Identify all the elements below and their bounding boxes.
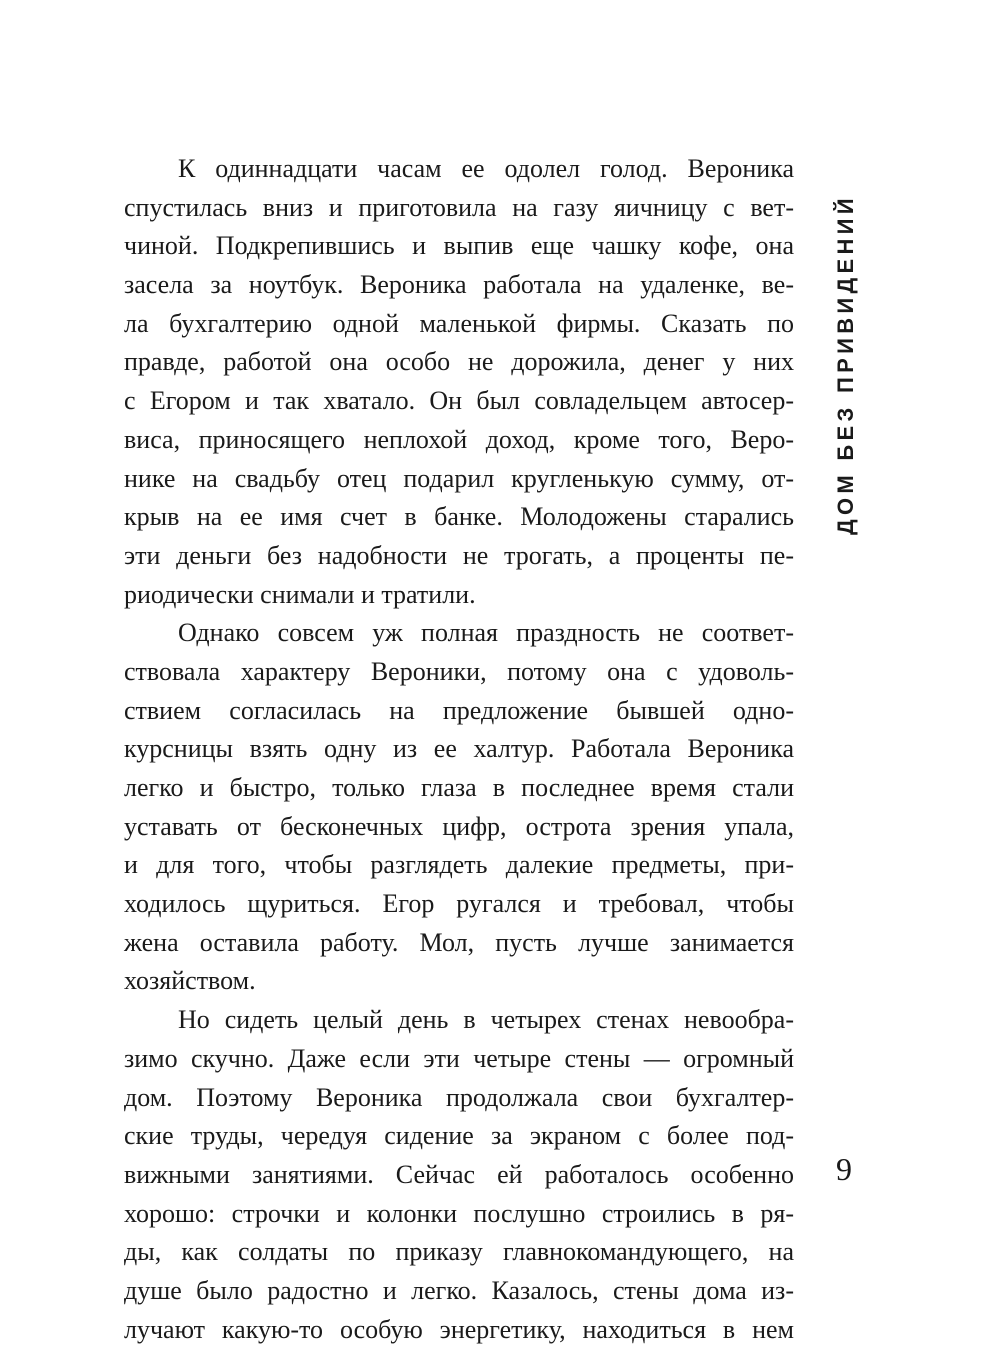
- text-line: и для того, чтобы разглядеть далекие предметы, при-: [124, 850, 794, 880]
- text-line: Но сидеть целый день в четырех стенах невообра-: [178, 1005, 794, 1035]
- text-line: вижными занятиями. Сейчас ей работалось особенно: [124, 1159, 794, 1189]
- text-line: крыв на ее имя счет в банке. Молодожены старались: [124, 502, 794, 532]
- text-line: ходилось щуриться. Егор ругался и требовал, чтобы: [124, 889, 794, 919]
- text-line: ла бухгалтерию одной маленькой фирмы. Сказать по: [124, 308, 794, 338]
- text-line: лучают какую-то особую энергетику, находиться в нем: [124, 1314, 794, 1344]
- body-text: [124, 150, 794, 1349]
- text-line: легко и быстро, только глаза в последнее время стали: [124, 773, 794, 802]
- text-line: виса, приносящего неплохой доход, кроме того, Веро-: [124, 424, 794, 454]
- text-line: хорошо: строчки и колонки послушно строились в ря-: [124, 1198, 794, 1228]
- text-line: нике на свадьбу отец подарил кругленькую сумму, от-: [124, 463, 794, 493]
- page-number: 9: [836, 1151, 852, 1187]
- paragraph: [124, 1001, 794, 1349]
- text-line: уставать от бесконечных цифр, острота зрения упала,: [124, 811, 794, 841]
- text-line: чиной. Подкрепившись и выпив еще чашку кофе, она: [124, 231, 794, 261]
- text-line: зимо скучно. Даже если эти четыре стены — огромный: [124, 1043, 794, 1073]
- text-line: К одиннадцати часам ее одолел голод. Вероника: [178, 154, 794, 183]
- text-line: засела за ноутбук. Вероника работала на удаленке, ве-: [124, 270, 794, 300]
- text-line: ские труды, чередуя сидение за экраном с более под-: [124, 1121, 794, 1151]
- running-header: ДОМ БЕЗ ПРИВИДЕНИЙ: [833, 194, 858, 535]
- text-line: Однако совсем уж полная праздность не соответ-: [178, 618, 794, 648]
- text-line: риодически снимали и тратили.: [124, 579, 476, 609]
- text-line: жена оставила работу. Мол, пусть лучше занимается: [124, 927, 794, 957]
- text-line: душе было радостно и легко. Казалось, стены дома из-: [124, 1275, 794, 1305]
- paragraph: [124, 150, 794, 614]
- text-line: с Егором и так хватало. Он был совладельцем автосер-: [124, 386, 794, 416]
- text-line: ствовала характеру Вероники, потому она с удоволь-: [124, 656, 794, 686]
- text-line: курсницы взять одну из ее халтур. Работала Вероника: [124, 734, 794, 764]
- text-line: эти деньги без надобности не трогать, а проценты пе-: [124, 540, 794, 570]
- text-line: спустилась вниз и приготовила на газу яичницу с вет-: [124, 192, 794, 222]
- text-line: ды, как солдаты по приказу главнокомандующего, на: [124, 1237, 794, 1267]
- text-line: хозяйством.: [124, 966, 256, 996]
- text-line: ствием согласилась на предложение бывшей одно-: [124, 695, 794, 725]
- text-line: дом. Поэтому Вероника продолжала свои бухгалтер-: [124, 1082, 794, 1112]
- text-line: правде, работой она особо не дорожила, денег у них: [124, 347, 794, 377]
- paragraph: [124, 614, 794, 1001]
